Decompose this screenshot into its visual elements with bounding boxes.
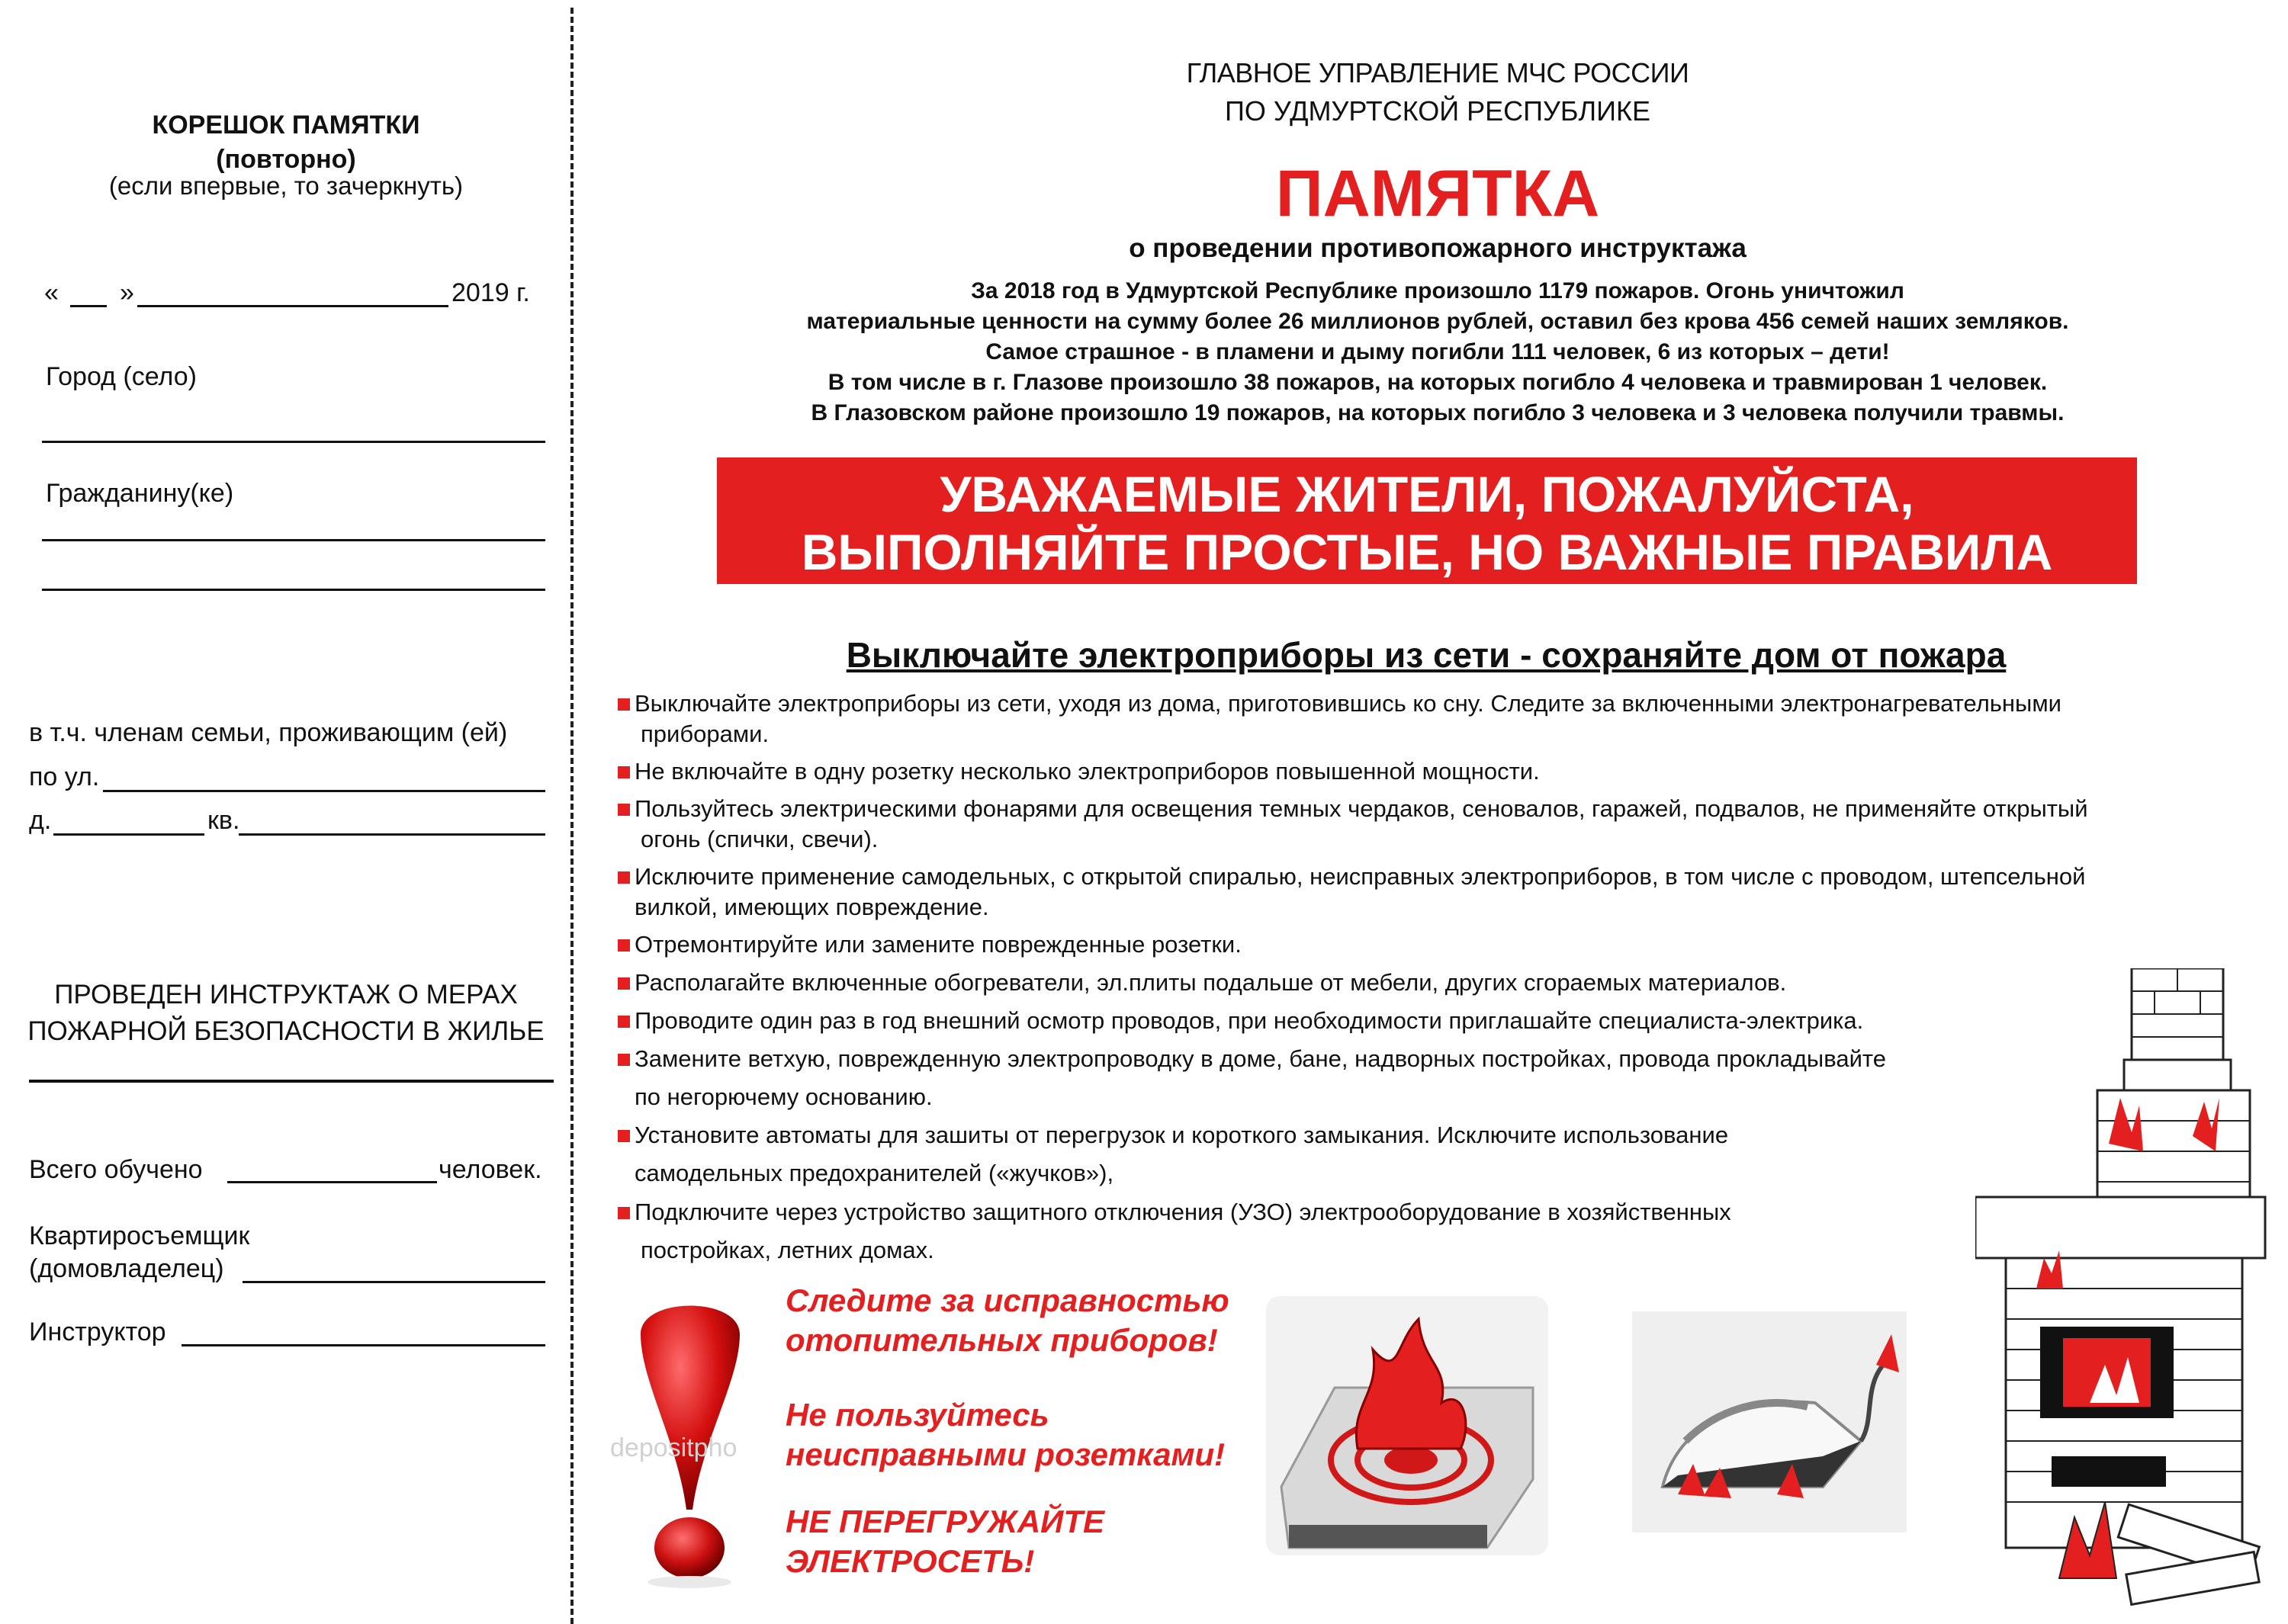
done-divider (29, 1080, 554, 1083)
tenant-label-2: (домовладелец) (29, 1254, 224, 1283)
stats-line: материальные ценности на сумму более 26 миллионов рублей, оставил без крова 456 семей наших земляков. (806, 309, 2069, 334)
watermark: depositpho (610, 1433, 737, 1462)
family-label: в т.ч. членам семьи, проживающим (ей) (29, 718, 508, 747)
brick-oven-fire-illustration (1975, 968, 2273, 1609)
house-label: д. (29, 806, 52, 835)
trained-count-field[interactable] (227, 1181, 437, 1183)
citizen-field-1[interactable] (42, 539, 545, 541)
bullet-icon (618, 804, 630, 816)
stub-note: (если впервые, то зачеркнуть) (108, 172, 464, 200)
cut-line (570, 8, 574, 1624)
trained-label: Всего обучено (29, 1155, 203, 1184)
trained-unit: человек. (439, 1155, 542, 1184)
tenant-label-1: Квартиросъемщик (29, 1221, 250, 1250)
warning-heaters: Следите за исправностью отопительных приборов! (786, 1282, 1229, 1358)
bullet-icon (618, 698, 630, 711)
bullet-icon (618, 1016, 630, 1028)
stats-line: В Глазовском районе произошло 19 пожаров, на которых погибло 3 человека и 3 человека получили травмы. (811, 400, 2065, 425)
house-field[interactable] (53, 833, 204, 836)
instructor-field[interactable] (182, 1344, 545, 1346)
banner-line-2: ВЫПОЛНЯЙТЕ ПРОСТЫЕ, НО ВАЖНЫЕ ПРАВИЛА (801, 524, 2053, 580)
date-close-quote: » (120, 278, 134, 307)
warning-banner (717, 457, 2137, 584)
banner-line-1: УВАЖАЕМЫЕ ЖИТЕЛИ, ПОЖАЛУЙСТА, (940, 466, 1914, 522)
stats-line: В том числе в г. Глазове произошло 38 пожаров, на которых погибло 4 человека и травмирован 1 человек. (827, 370, 2048, 395)
burning-stove-illustration (1266, 1296, 1548, 1555)
bullet-icon (618, 1207, 630, 1219)
bullet-icon (618, 1130, 630, 1142)
stub-repeat: (повторно) (216, 145, 356, 174)
iron-fire-illustration (1632, 1311, 1907, 1533)
done-title-2: ПОЖАРНОЙ БЕЗОПАСНОСТИ В ЖИЛЬЕ (27, 1016, 545, 1046)
stub-title: КОРЕШОК ПАМЯТКИ (152, 111, 420, 140)
apt-field[interactable] (239, 833, 545, 836)
street-label: по ул. (29, 762, 100, 791)
bullet-icon (618, 1054, 630, 1066)
instructor-label: Инструктор (29, 1317, 166, 1346)
date-day-field[interactable] (70, 305, 107, 307)
bullet-icon (618, 766, 630, 778)
city-field[interactable] (42, 441, 545, 443)
tenant-field[interactable] (243, 1281, 545, 1283)
page-title: ПАМЯТКА (1275, 157, 1600, 230)
date-month-field[interactable] (137, 305, 448, 307)
city-label: Город (село) (46, 362, 197, 391)
bullet-icon (618, 871, 630, 884)
warning-overload: НЕ ПЕРЕГРУЖАЙТЕ ЭЛЕКТРОСЕТЬ! (786, 1504, 1105, 1579)
stats-line: За 2018 год в Удмуртской Республике произошло 1179 пожаров. Огонь уничтожил (971, 278, 1904, 303)
citizen-label: Гражданину(ке) (46, 479, 234, 508)
stats-line: Самое страшное - в пламени и дыму погибли 111 человек, 6 из которых – дети! (985, 339, 1890, 364)
org-line-2: ПО УДМУРТСКОЙ РЕСПУБЛИКЕ (1224, 95, 1651, 127)
apt-label: кв. (207, 806, 240, 835)
org-line-1: ГЛАВНОЕ УПРАВЛЕНИЕ МЧС РОССИИ (1186, 57, 1689, 88)
done-title-1: ПРОВЕДЕН ИНСТРУКТАЖ О МЕРАХ (54, 980, 518, 1009)
citizen-field-2[interactable] (42, 589, 545, 591)
bullet-icon (618, 939, 630, 952)
date-open-quote: « (44, 278, 59, 307)
warning-sockets: Не пользуйтесь неисправными розетками! (786, 1397, 1226, 1472)
page-subtitle: о проведении противопожарного инструктажа (1129, 233, 1747, 263)
section-title: Выключайте электроприборы из сети - сохраняйте дом от пожара (846, 635, 2007, 675)
bullet-icon (618, 977, 630, 990)
street-field[interactable] (103, 790, 545, 792)
date-year: 2019 г. (451, 278, 530, 307)
stats-block (656, 276, 2219, 428)
